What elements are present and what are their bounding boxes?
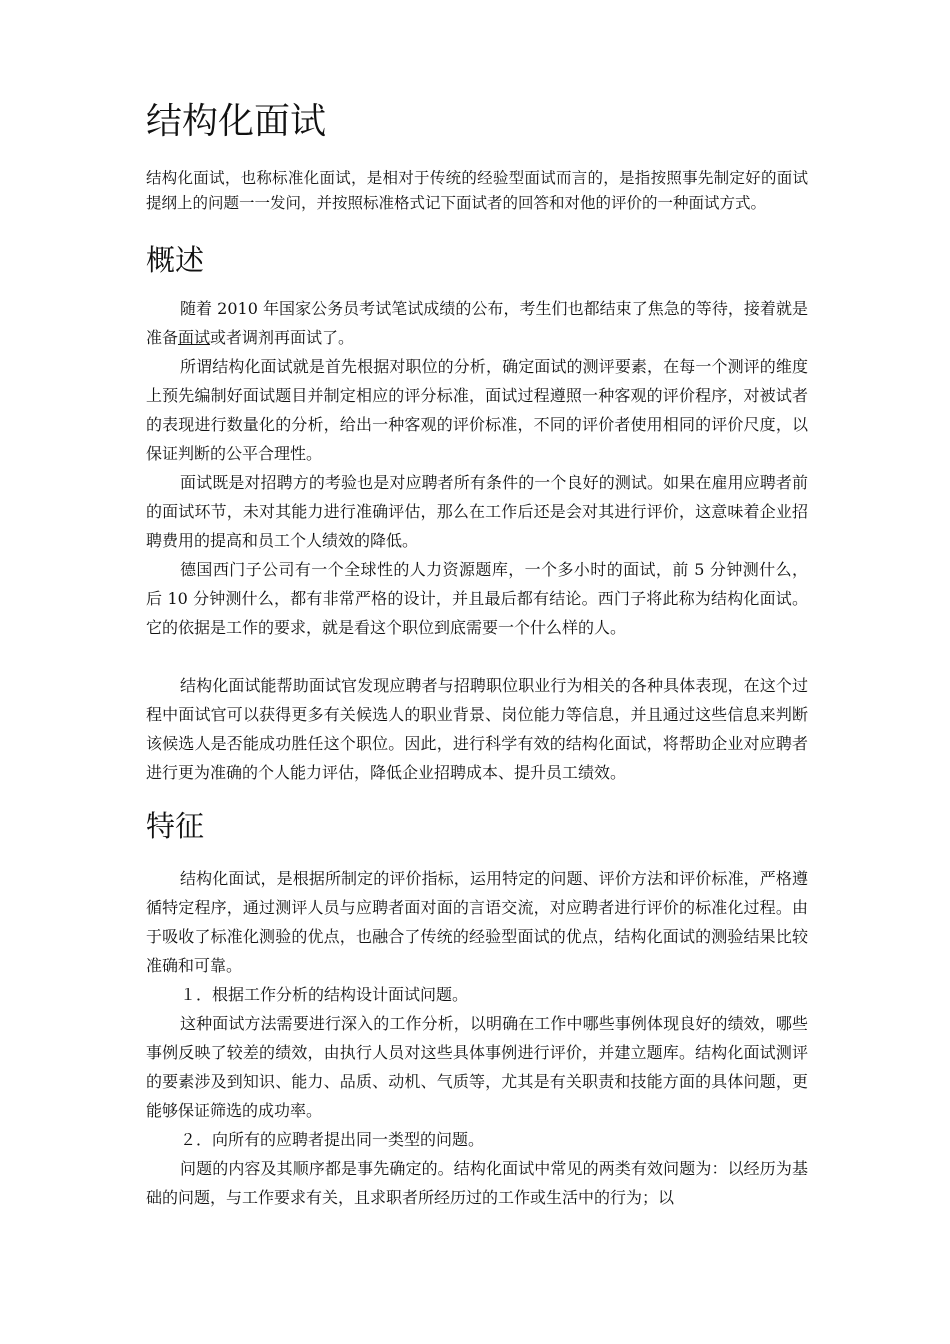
features-item-2: ２．向所有的应聘者提出同一类型的问题。 [180,1130,485,1149]
features-paragraph-2: 这种面试方法需要进行深入的工作分析，以明确在工作中哪些事例体现良好的绩效，哪些事例反映了较差的绩效，由执行人员对这些具体事例进行评价，并建立题库。结构化面试测评的要素涉及到知识、能力、品质、动机、气质等，尤其是有关职责和技能方面的具体问题，更能够保证筛选的成功率。 [146,1014,808,1120]
document-title: 结构化面试 [146,101,327,142]
overview-paragraph-4: 德国西门子公司有一个全球性的人力资源题库，一个多小时的面试，前 5 分钟测什么，后 10 分钟测什么，都有非常严格的设计，并且最后都有结论。西门子将此称为结构化面试。它的依据是工作的要求，就是看这个职位到底需要一个什么样的人。 [146,560,808,637]
overview-paragraph-1: 随着 2010 年国家公务员考试笔试成绩的公布，考生们也都结束了焦急的等待，接着就是准备面试或者调剂再面试了。 [146,299,808,347]
features-section-body [146,864,808,1212]
intro-paragraph: 结构化面试，也称标准化面试，是相对于传统的经验型面试而言的，是指按照事先制定好的面试提纲上的问题一一发问，并按照标准格式记下面试者的回答和对他的评价的一种面试方式。 [146,169,808,212]
overview-section-body [146,294,808,787]
overview-paragraph-5: 结构化面试能帮助面试官发现应聘者与招聘职位职业行为相关的各种具体表现，在这个过程中面试官可以获得更多有关候选人的职业背景、岗位能力等信息，并且通过这些信息来判断该候选人是否能成功胜任这个职位。因此，进行科学有效的结构化面试，将帮助企业对应聘者进行更为准确的个人能力评估，降低企业招聘成本、提升员工绩效。 [146,676,808,782]
features-paragraph-1: 结构化面试，是根据所制定的评价指标，运用特定的问题、评价方法和评价标准，严格遵循特定程序，通过测评人员与应聘者面对面的言语交流，对应聘者进行评价的标准化过程。由于吸收了标准化测验的优点，也融合了传统的经验型面试的优点，结构化面试的测验结果比较准确和可靠。 [146,869,808,975]
section-heading-overview: 概述 [146,243,205,277]
overview-paragraph-3: 面试既是对招聘方的考验也是对应聘者所有条件的一个良好的测试。如果在雇用应聘者前的面试环节，未对其能力进行准确评估，那么在工作后还是会对其进行评价，这意味着企业招聘费用的提高和员工个人绩效的降低。 [146,473,808,550]
paragraph-spacer [146,642,808,671]
features-paragraph-3: 问题的内容及其顺序都是事先确定的。结构化面试中常见的两类有效问题为：以经历为基础的问题，与工作要求有关，且求职者所经历过的工作或生活中的行为；以 [146,1159,808,1207]
section-heading-features: 特征 [146,809,205,843]
overview-paragraph-2: 所谓结构化面试就是首先根据对职位的分析，确定面试的测评要素，在每一个测评的维度上预先编制好面试题目并制定相应的评分标准，面试过程遵照一种客观的评价程序，对被试者的表现进行数量化的分析，给出一种客观的评价标准，不同的评价者使用相同的评价尺度，以保证判断的公平合理性。 [146,357,808,463]
interview-link[interactable]: 面试 [178,328,211,347]
features-item-1: １．根据工作分析的结构设计面试问题。 [180,985,469,1004]
